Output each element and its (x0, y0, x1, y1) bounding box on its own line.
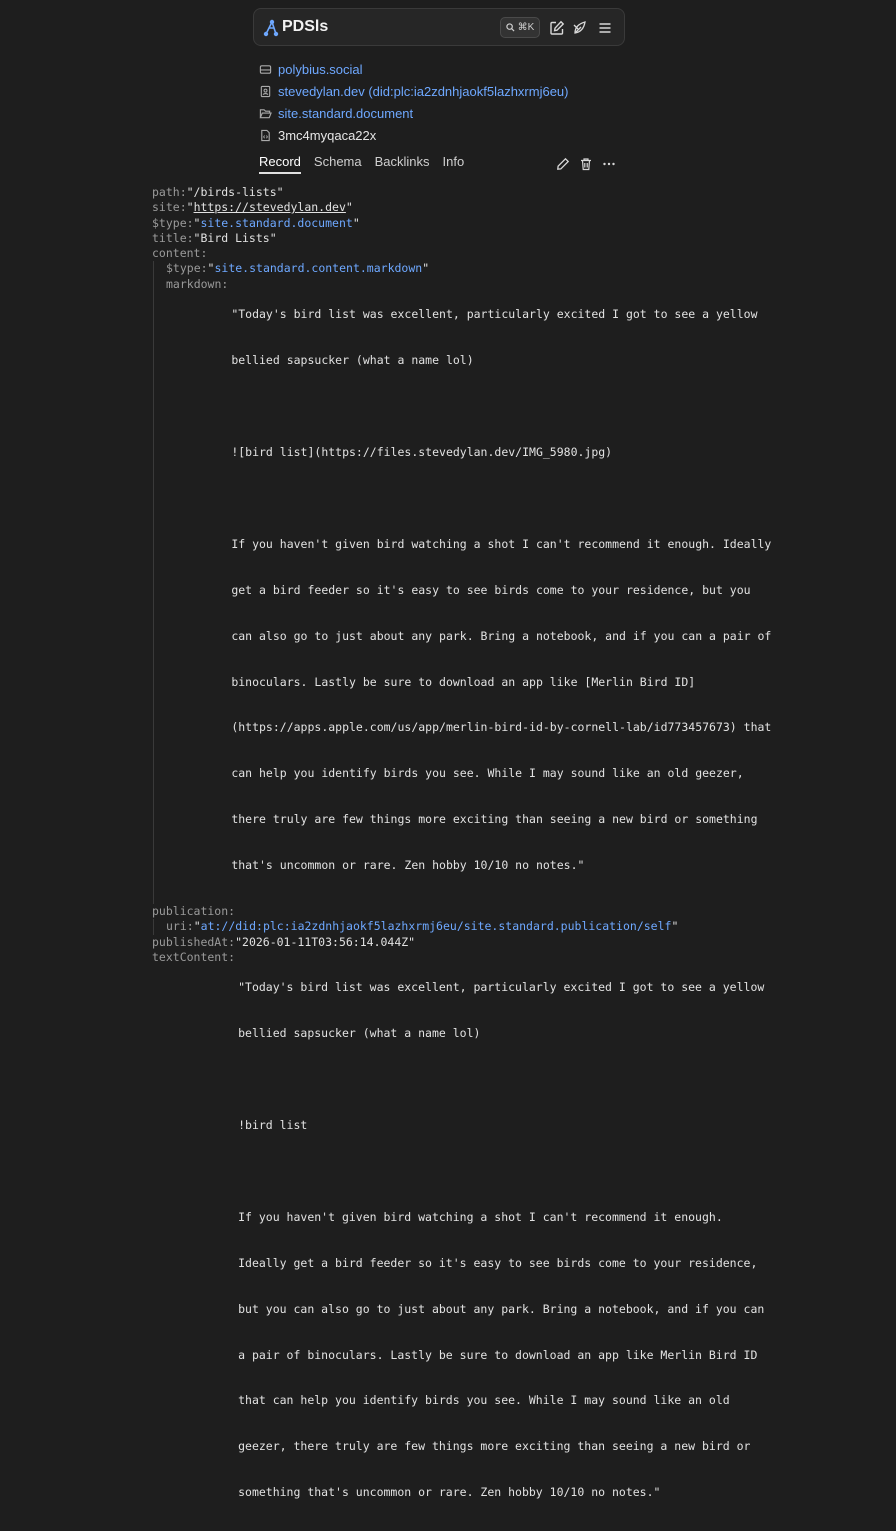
quote: " (186, 200, 194, 215)
hard-drive-icon (259, 63, 272, 76)
text-line: can also go to just about any park. Bring a notebook, and if you can a pair of (231, 628, 772, 643)
field-key: $type: (166, 261, 208, 276)
breadcrumb (259, 58, 569, 146)
text-line: "Today's bird list was excellent, particularly excited I got to see a yellow (238, 980, 765, 995)
tab-schema[interactable]: Schema (313, 154, 362, 169)
text-line: a pair of binoculars. Lastly be sure to download an app like Merlin Bird ID (238, 1347, 758, 1362)
field-key: textContent: (152, 949, 236, 964)
field-type (152, 216, 842, 231)
app-logo-icon (263, 19, 279, 37)
text-line: (https://apps.apple.com/us/app/merlin-bird-id-by-cornell-lab/id773457673) that (231, 720, 772, 735)
field-key: $type: (152, 215, 194, 230)
quote: " (345, 200, 353, 215)
quote: " (352, 215, 360, 230)
field-key: publishedAt: (152, 934, 236, 949)
quote: " (193, 919, 201, 934)
field-key: markdown: (166, 276, 229, 291)
breadcrumb-rkey-text: 3mc4myqaca22x (278, 127, 377, 143)
app-title[interactable]: PDSls (282, 18, 329, 35)
text-line: get a bird feeder so it's easy to see birds come to your residence, but you (231, 582, 751, 597)
tab-bar (259, 154, 464, 174)
search-button[interactable] (500, 17, 540, 38)
record-actions (556, 157, 616, 171)
field-text-content (152, 950, 842, 1531)
field-key: content: (152, 246, 208, 261)
tab-backlinks[interactable]: Backlinks (374, 154, 430, 169)
text-line: If you haven't given bird watching a shot I can't recommend it enough. Ideally (231, 536, 772, 551)
text-line: something that's uncommon or rare. Zen hobby 10/10 no notes." (238, 1485, 661, 1500)
quote: " (671, 919, 679, 934)
search-icon (506, 23, 515, 32)
type-link[interactable]: site.standard.document (200, 215, 353, 230)
folder-open-icon (259, 107, 272, 120)
text-line: geezer, there truly are few things more exciting than seeing a new bird or (238, 1439, 751, 1454)
contact-book-icon (259, 85, 272, 98)
field-published-at (152, 935, 842, 950)
field-markdown (166, 277, 842, 904)
file-code-icon (259, 129, 272, 142)
blank-line (231, 491, 771, 506)
field-value: "2026-01-11T03:56:14.044Z" (235, 934, 416, 949)
text-line: !bird list (238, 1118, 308, 1133)
trash-icon[interactable] (579, 157, 593, 171)
breadcrumb-repo[interactable] (259, 80, 569, 102)
breadcrumb-rkey (259, 124, 569, 146)
breadcrumb-collection-link[interactable]: site.standard.document (278, 105, 414, 121)
text-line: bellied sapsucker (what a name lol) (238, 1026, 481, 1041)
tab-info[interactable]: Info (442, 154, 465, 169)
field-title (152, 231, 842, 246)
content-type-link[interactable]: site.standard.content.markdown (214, 261, 423, 276)
breadcrumb-pds-link[interactable]: polybius.social (278, 61, 363, 77)
tab-record[interactable]: Record (259, 154, 301, 174)
theme-icon[interactable] (572, 20, 588, 36)
breadcrumb-pds[interactable] (259, 58, 569, 80)
text-line: ![bird list](https://files.stevedylan.dev/IMG_5980.jpg) (231, 445, 613, 460)
text-line: Ideally get a bird feeder so it's easy to see birds come to your residence, (238, 1255, 758, 1270)
edit-icon[interactable] (556, 157, 570, 171)
field-content (152, 246, 842, 261)
quote: " (193, 215, 201, 230)
more-options-icon[interactable] (602, 157, 616, 171)
markdown-value (228, 277, 771, 904)
quote: " (207, 261, 215, 276)
field-value: "Bird Lists" (193, 230, 277, 245)
search-shortcut: ⌘K (517, 22, 535, 33)
content-object (153, 261, 842, 903)
field-uri (166, 919, 842, 934)
text-line: that can help you identify birds you see. While I may sound like an old (238, 1393, 730, 1408)
field-site (152, 200, 842, 215)
field-content-type (166, 261, 842, 276)
breadcrumb-collection[interactable] (259, 102, 569, 124)
field-key: path: (152, 185, 187, 199)
publication-object (153, 919, 842, 934)
site-link[interactable]: https://stevedylan.dev (193, 200, 346, 215)
field-key: uri: (166, 919, 194, 934)
compose-icon[interactable] (549, 20, 565, 36)
field-publication (152, 904, 842, 919)
blank-line (238, 1072, 764, 1087)
record-view (152, 185, 842, 1531)
text-line: can help you identify birds you see. While I may sound like an old geezer, (231, 766, 744, 781)
field-key: site: (152, 200, 187, 215)
field-value: "/birds-lists" (186, 185, 284, 199)
text-line: binoculars. Lastly be sure to download an app like [Merlin Bird ID] (231, 674, 696, 689)
field-key: title: (152, 230, 194, 245)
text-line: that's uncommon or rare. Zen hobby 10/10 no notes." (231, 858, 585, 873)
field-path (152, 185, 842, 200)
text-content-value (235, 950, 764, 1531)
text-line: bellied sapsucker (what a name lol) (231, 353, 474, 368)
top-bar (253, 8, 625, 46)
blank-line (238, 1164, 764, 1179)
text-line: "Today's bird list was excellent, particularly excited I got to see a yellow (231, 307, 758, 322)
breadcrumb-repo-link[interactable]: stevedylan.dev (did:plc:ia2zdnhjaokf5lazhxrmj6eu) (278, 83, 569, 99)
text-line: If you haven't given bird watching a shot I can't recommend it enough. (238, 1209, 723, 1224)
field-key: publication: (152, 903, 236, 918)
quote: " (422, 261, 430, 276)
blank-line (231, 399, 771, 414)
menu-icon[interactable] (597, 20, 613, 36)
text-line: there truly are few things more exciting than seeing a new bird or something (231, 812, 758, 827)
uri-link[interactable]: at://did:plc:ia2zdnhjaokf5lazhxrmj6eu/site.standard.publication/self (200, 919, 672, 934)
text-line: but you can also go to just about any park. Bring a notebook, and if you can (238, 1301, 765, 1316)
